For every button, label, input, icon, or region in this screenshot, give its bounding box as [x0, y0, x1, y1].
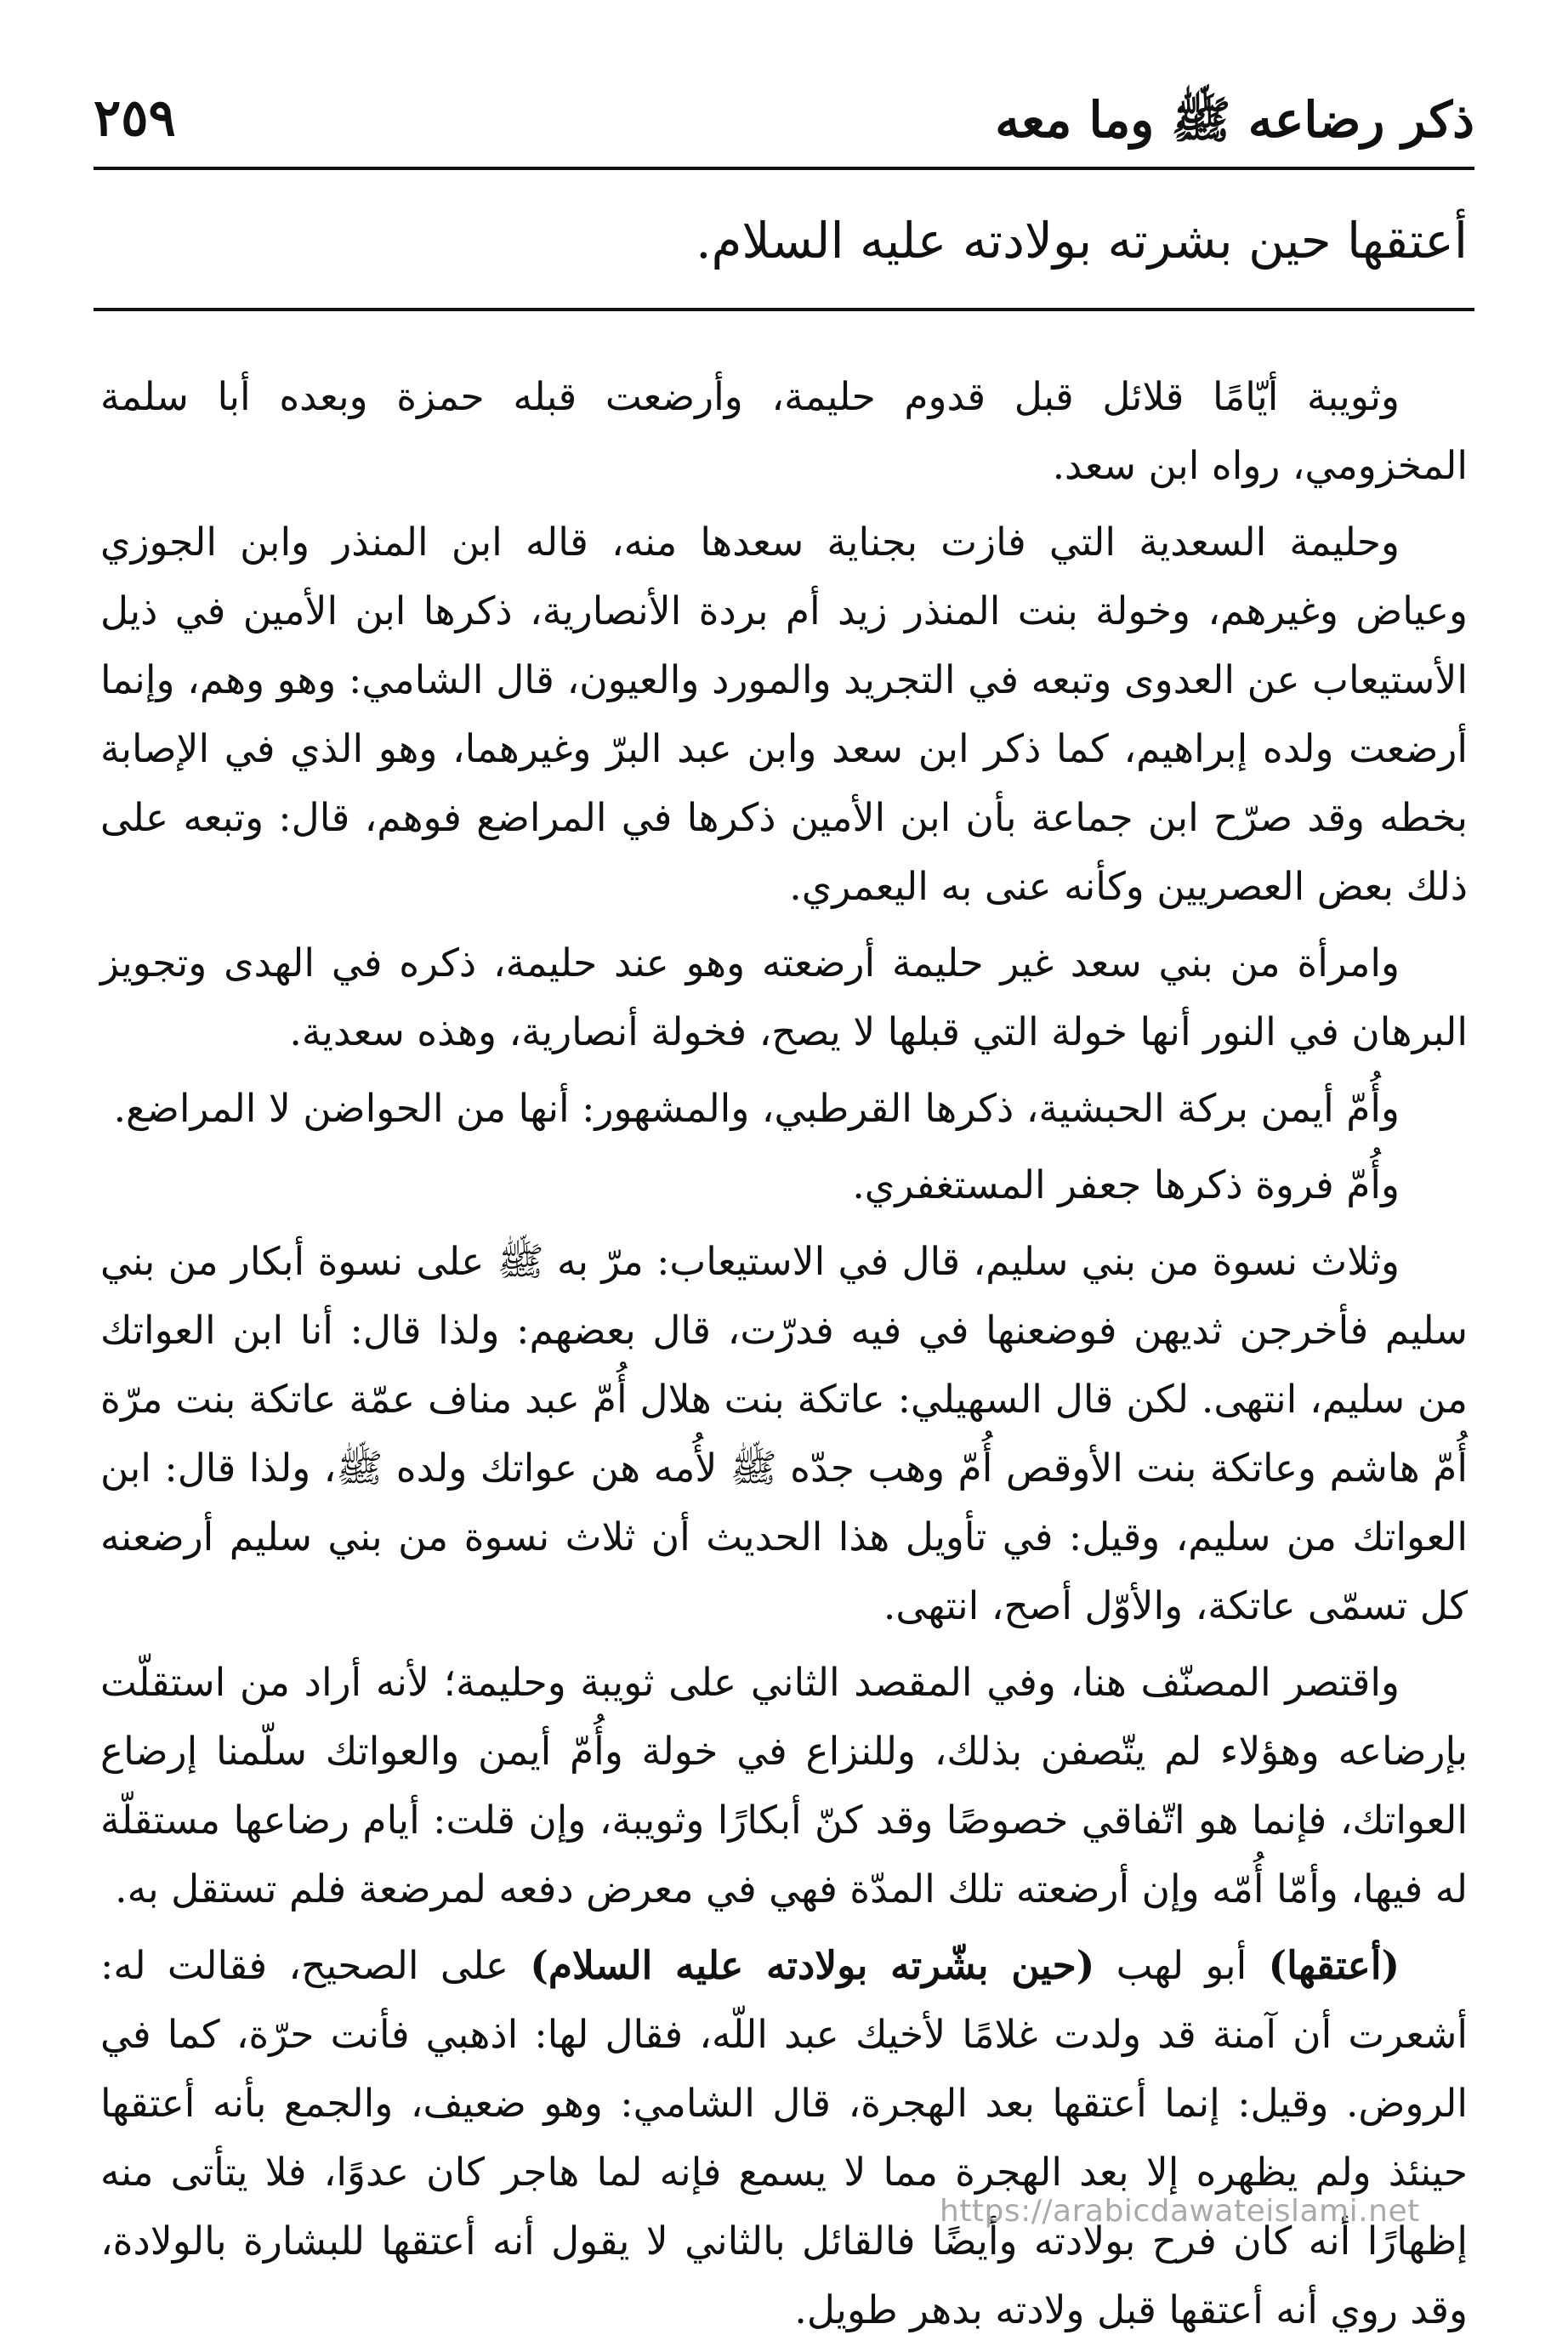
commentary-body	[100, 362, 1468, 2352]
page-number: ٢٥٩	[94, 88, 176, 148]
commentary-paragraph: وثويبة أيّامًا قلائل قبل قدوم حليمة، وأرضعت قبله حمزة وبعده أبا سلمة المخزومي، رواه ابن سعد.	[100, 374, 1468, 488]
commentary-paragraph: وحليمة السعدية التي فازت بجناية سعدها منه، قاله ابن المنذر وابن الجوزي وعياض وغيرهم، وخولة بنت المنذر زيد أم بردة الأنصارية، ذكرها ابن الأمين في ذيل الأستيعاب عن العدوى وتبعه في التجريد والمورد والعيون، قال الشامي: وهو وهم، وإنما أرضعت ولده إبراهيم، كما ذكر ابن سعد وابن عبد البرّ وغيرهما، وهو الذي في الإصابة بخطه وقد صرّح ابن جماعة بأن ابن الأمين ذكرها في المراضع فوهم، قال: وتبعه على ذلك بعض العصريين وكأنه عنى به اليعمري.	[100, 520, 1468, 909]
watermark-url: https://arabicdawateislami.net	[940, 2194, 1420, 2229]
commentary-paragraph-last	[100, 1931, 1468, 2344]
commentary-paragraph: وأُمّ فروة ذكرها جعفر المستغفري.	[852, 1162, 1400, 1207]
commentary-paragraph: وثلاث نسوة من بني سليم، قال في الاستيعاب: مرّ به ﷺ على نسوة أبكار من بني سليم فأخرجن ثديهن فوضعنها في فيه فدرّت، قال بعضهم: ولذا قال: أنا ابن العواتك من سليم، انتهى. لكن قال السهيلي: عاتكة بنت هلال أُمّ عبد مناف عمّة عاتكة بنت مرّة أُمّ هاشم وعاتكة بنت الأوقص أُمّ وهب جدّه ﷺ لأُمه هن عواتك ولده ﷺ، ولذا قال: ابن العواتك من سليم، وقيل: في تأويل هذا الحديث أن ثلاث نسوة من بني سليم أرضعنه كل تسمّى عاتكة، والأوّل أصح، انتهى.	[100, 1239, 1468, 1628]
matn-divider	[94, 308, 1474, 311]
commentary-paragraph: واقتصر المصنّف هنا، وفي المقصد الثاني على ثويبة وحليمة؛ لأنه أراد من استقلّت بإرضاعه وهؤلاء لم يتّصفن بذلك، وللنزاع في خولة وأُمّ أيمن والعواتك سلّمنا إرضاع العواتك، فإنما هو اتّفاقي خصوصًا وقد كنّ أبكارًا وثويبة، وإن قلت: أيام رضاعها مستقلّة له فيها، وأمّا أُمّه وإن أرضعته تلك المدّة فهي في معرض دفعه لمرضعة فلم تستقل به.	[100, 1660, 1468, 1912]
quoted-matn-lead: (أعتقها)	[1268, 1942, 1400, 1988]
page-header	[94, 82, 1474, 163]
commentary-paragraph: وامرأة من بني سعد غير حليمة أرضعته وهو عند حليمة، ذكره في الهدى وتجويز البرهان في النور أنها خولة التي قبلها لا يصح، فخولة أنصارية، وهذه سعدية.	[100, 940, 1468, 1054]
commentary-inline: أبو لهب	[1094, 1943, 1269, 1988]
header-divider	[94, 167, 1474, 170]
commentary-paragraph: وأُمّ أيمن بركة الحبشية، ذكرها القرطبي، والمشهور: أنها من الحواضن لا المراضع.	[113, 1086, 1400, 1131]
running-title: ذكر رضاعه ﷺ وما معه	[995, 91, 1474, 149]
quoted-matn-phrase: (حين بشّرته بولادته عليه السلام)	[530, 1942, 1095, 1988]
matn-text: أعتقها حين بشرته بولادته عليه السلام.	[696, 212, 1468, 270]
commentary-inline: على الصحيح، فقالت له: أشعرت أن آمنة قد ولدت غلامًا لأخيك عبد اللّه، فقال لها: اذهبي فأنت حرّة، كما في الروض. وقيل: إنما أعتقها بعد الهجرة، قال الشامي: وهو ضعيف، والجمع بأنه أعتقها حينئذ ولم يظهره إلا بعد الهجرة مما لا يسمع فإنه لما هاجر كان عدوًا، فلا يتأتى منه إظهارًا أنه كان فرح بولادته وأيضًا فالقائل بالثاني لا يقول أنه أعتقها للبشارة بالولادة، وقد روي أنه أعتقها قبل ولادته بدهر طويل.	[100, 1943, 1468, 2332]
